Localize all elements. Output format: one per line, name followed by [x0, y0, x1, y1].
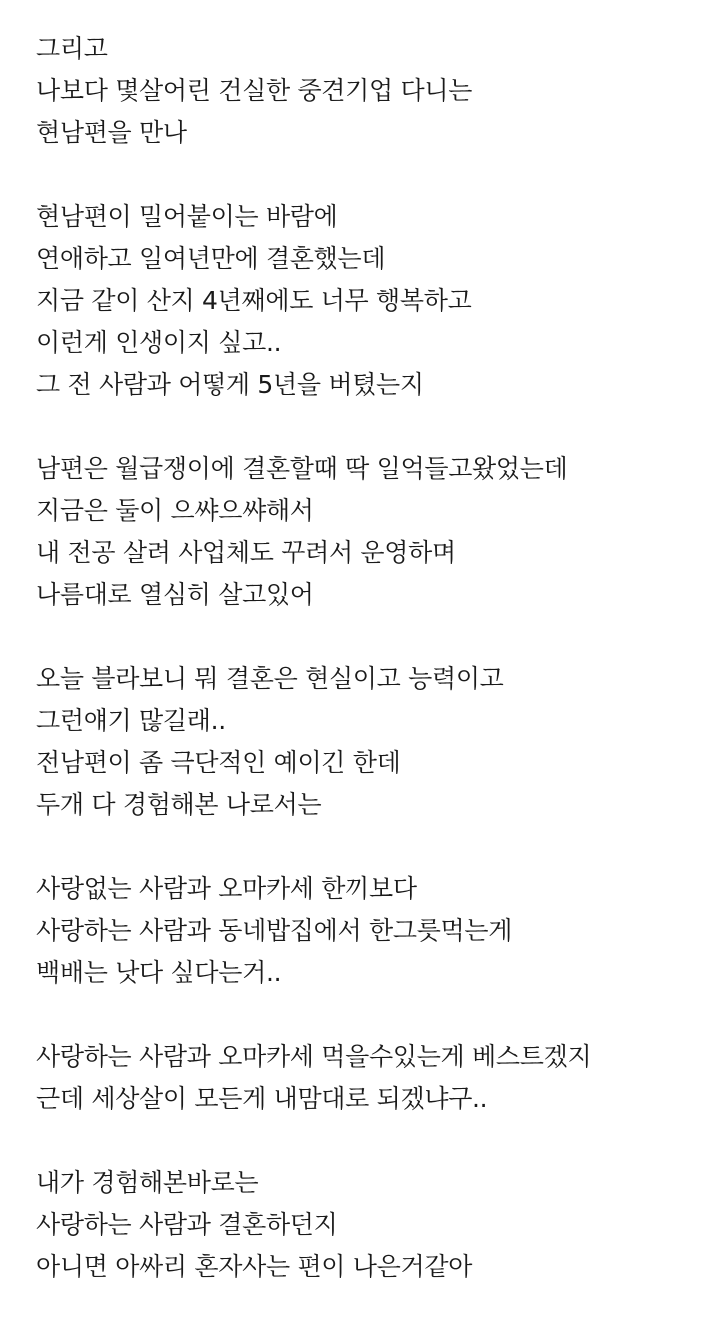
text-line: 내가 경험해본바로는: [36, 1168, 259, 1197]
paragraph-1: [36, 28, 696, 154]
text-line: 지금 같이 산지 4년째에도 너무 행복하고: [36, 286, 472, 315]
paragraph-5: [36, 868, 696, 994]
post-body: [36, 28, 696, 1330]
text-line: 사랑하는 사람과 동네밥집에서 한그릇먹는게: [36, 916, 513, 945]
paragraph-2: [36, 196, 696, 406]
text-line: 나름대로 열심히 살고있어: [36, 580, 314, 609]
text-line: 그리고: [36, 34, 108, 63]
text-line: 사랑없는 사람과 오마카세 한끼보다: [36, 874, 417, 903]
text-line: 사랑하는 사람과 결혼하던지: [36, 1210, 338, 1239]
text-line: 현남편이 밀어붙이는 바람에: [36, 202, 338, 231]
text-line: 그 전 사람과 어떻게 5년을 버텼는지: [36, 370, 424, 399]
text-line: 내 전공 살려 사업체도 꾸려서 운영하며: [36, 538, 456, 567]
paragraph-7: [36, 1162, 696, 1288]
text-line: 백배는 낫다 싶다는거..: [36, 958, 282, 987]
text-line: 두개 다 경험해본 나로서는: [36, 790, 322, 819]
paragraph-3: [36, 448, 696, 616]
paragraph-6: [36, 1036, 696, 1120]
text-line: 남편은 월급쟁이에 결혼할때 딱 일억들고왔었는데: [36, 454, 568, 483]
text-line: 나보다 몇살어린 건실한 중견기업 다니는: [36, 76, 473, 105]
text-line: 그런얘기 많길래..: [36, 706, 226, 735]
text-line: 현남편을 만나: [36, 118, 187, 147]
text-line: 사랑하는 사람과 오마카세 먹을수있는게 베스트겠지: [36, 1042, 592, 1071]
paragraph-4: [36, 658, 696, 826]
text-line: 연애하고 일여년만에 결혼했는데: [36, 244, 386, 273]
text-line: 아니면 아싸리 혼자사는 편이 나은거같아: [36, 1252, 473, 1281]
text-line: 이런게 인생이지 싶고..: [36, 328, 282, 357]
text-line: 근데 세상살이 모든게 내맘대로 되겠냐구..: [36, 1084, 488, 1113]
text-line: 오늘 블라보니 뭐 결혼은 현실이고 능력이고: [36, 664, 504, 693]
text-line: 지금은 둘이 으쌰으쌰해서: [36, 496, 314, 525]
text-line: 전남편이 좀 극단적인 예이긴 한데: [36, 748, 401, 777]
